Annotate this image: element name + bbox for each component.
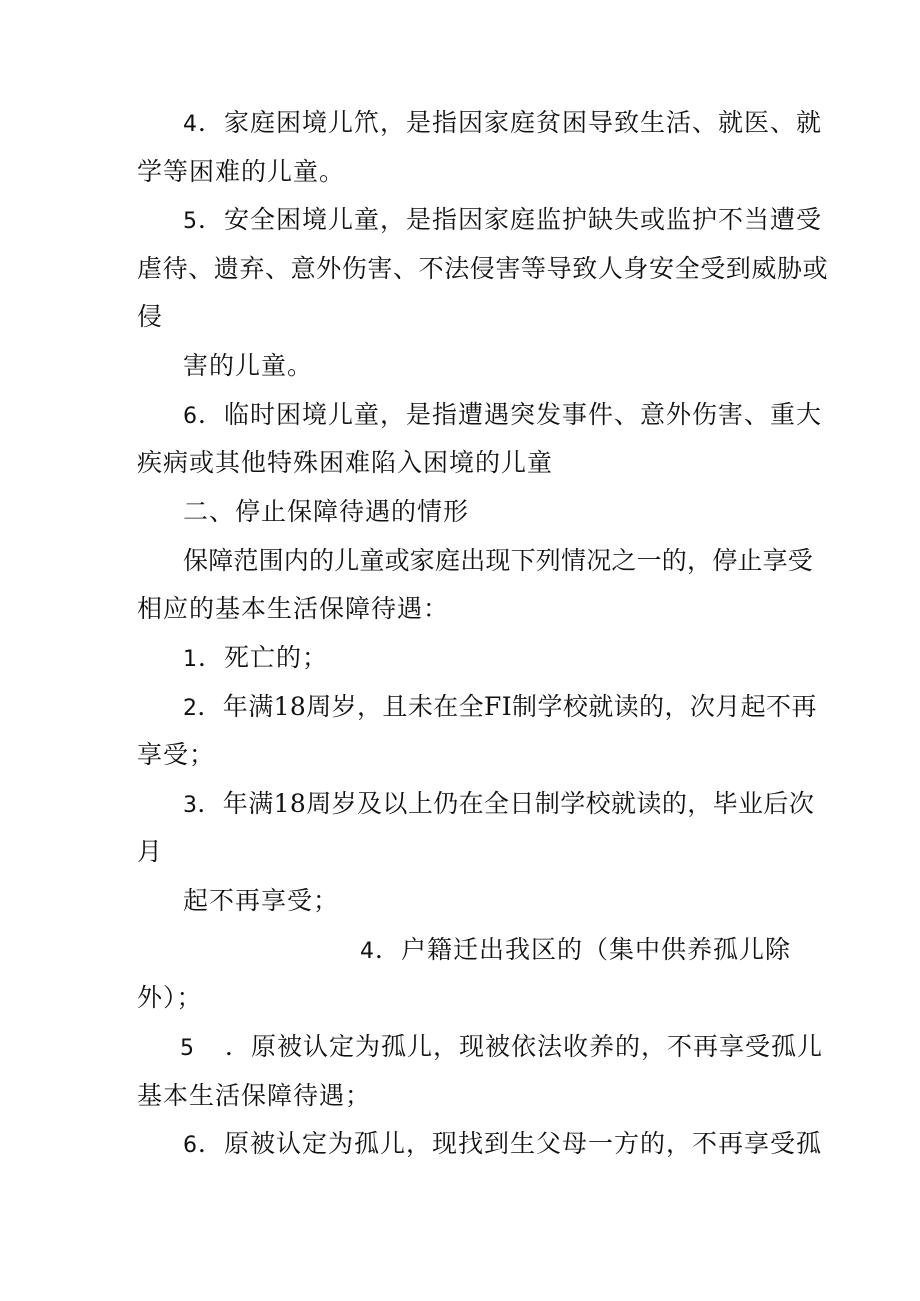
- paragraph-line: 起不再享受；: [183, 886, 340, 915]
- paragraph-line: 外）；: [137, 983, 203, 1012]
- item-number: 6: [183, 404, 198, 429]
- paragraph-line: [183, 692, 817, 724]
- item-number: 5: [180, 1036, 195, 1061]
- paragraph-line: [183, 108, 822, 140]
- paragraph-line: 虐待、遗弃、意外伤害、不法侵害等导致人身安全受到威胁或: [137, 254, 829, 283]
- paragraph-line: 月: [137, 837, 164, 866]
- line-text: ．安全困境儿童，是指因家庭监护缺失或监护不当遭受: [198, 205, 823, 234]
- paragraph-line: 相应的基本生活保障待遇：: [137, 594, 450, 623]
- line-text: ．户籍迁出我区的（集中供养孤儿除: [375, 935, 792, 964]
- paragraph-line: 侵: [137, 302, 164, 331]
- line-text: ．原被认定为孤儿，现被依法收养的，不再享受孤儿: [225, 1032, 824, 1061]
- item-number: 3: [183, 793, 198, 818]
- line-text: ．临时困境儿童，是指遭遇突发事件、意外伤害、重大: [198, 400, 823, 429]
- paragraph-line: 害的儿童。: [183, 351, 314, 380]
- paragraph-line: 基本生活保障待遇；: [137, 1081, 372, 1110]
- item-number: 4: [183, 112, 198, 137]
- line-text: ．原被认定为孤儿，现找到生父母一方的，不再享受孤: [198, 1129, 823, 1158]
- paragraph-line: 学等困难的儿童。: [137, 157, 346, 186]
- paragraph-line: [180, 1032, 823, 1064]
- item-number: 1: [183, 647, 198, 672]
- line-text: ．年满18周岁，且未在全FI制学校就读的，次月起不再: [197, 692, 817, 721]
- paragraph-line: [360, 935, 791, 967]
- paragraph-line: [183, 1129, 822, 1161]
- paragraph-line: 享受；: [137, 740, 216, 769]
- item-number: 2: [183, 696, 198, 721]
- paragraph-line: [183, 205, 822, 237]
- section-heading: 二、停止保障待遇的情形: [183, 497, 470, 526]
- line-text: ．家庭困境儿笊，是指因家庭贫困导致生活、就医、就: [198, 108, 823, 137]
- paragraph-line: [183, 643, 328, 675]
- item-number: 4: [360, 939, 375, 964]
- item-number: 6: [183, 1133, 198, 1158]
- line-text: ．年满18周岁及以上仍在全日制学校就读的，毕业后次: [197, 789, 815, 818]
- line-text: ．死亡的；: [198, 643, 329, 672]
- item-number: 5: [183, 209, 198, 234]
- paragraph-line: 保障范围内的儿童或家庭出现下列情况之一的，停止享受: [183, 546, 814, 575]
- paragraph-line: [183, 789, 814, 821]
- paragraph-line: [183, 400, 822, 432]
- paragraph-line: 疾病或其他特殊困难陷入困境的儿童: [137, 448, 554, 477]
